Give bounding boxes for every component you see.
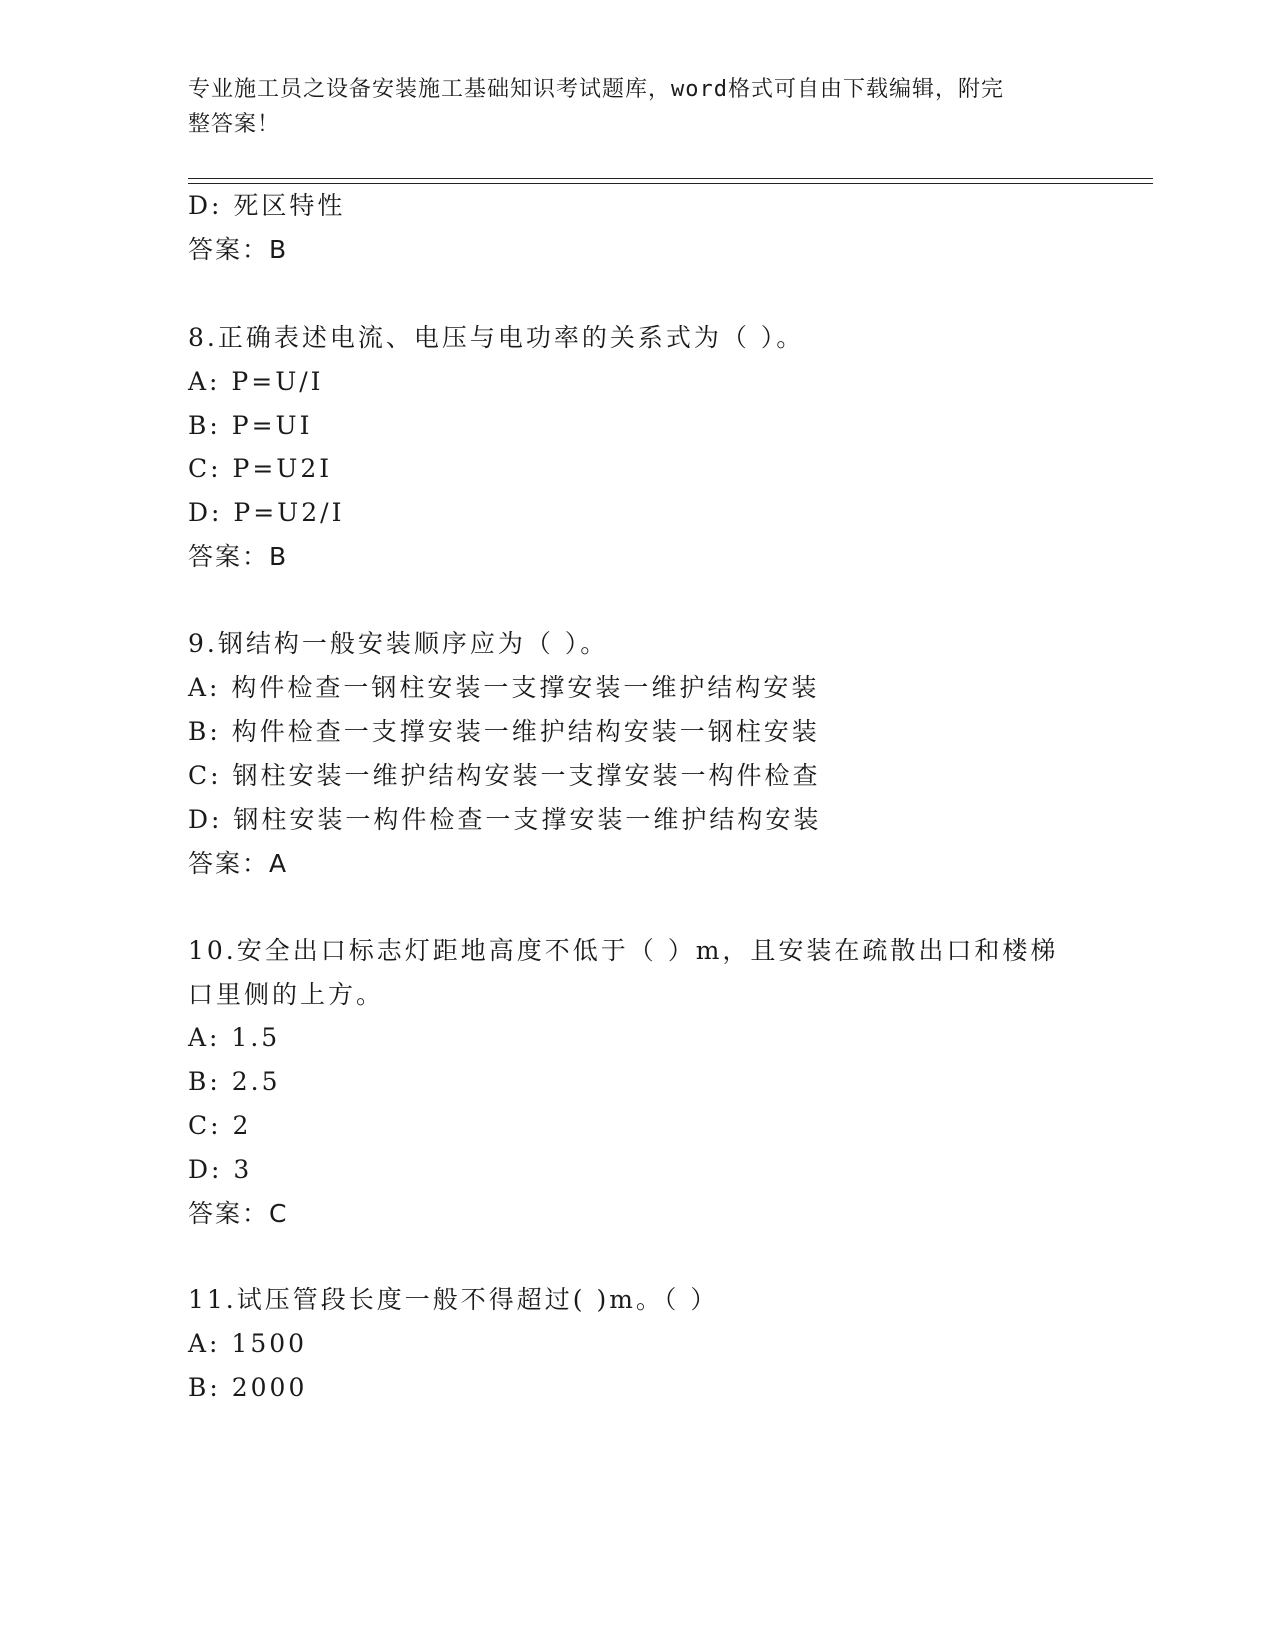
q10-option-c: C: 2: [188, 1111, 252, 1140]
q8-option-d: D: P=U2/I: [188, 498, 345, 527]
q9-option-a: A: 构件检查一钢柱安装一支撑安装一维护结构安装: [188, 673, 820, 702]
q8-answer: 答案：B: [188, 542, 289, 571]
q10-option-b: B: 2.5: [188, 1067, 281, 1096]
question-10-line-2: 口里侧的上方。: [188, 980, 385, 1009]
q9-answer: 答案：A: [188, 849, 289, 878]
document-header: [188, 72, 1068, 142]
q10-option-d: D: 3: [188, 1155, 253, 1184]
question-11: 11.试压管段长度一般不得超过( )m。（ ）: [188, 1285, 719, 1314]
q8-option-c: C: P=U2I: [188, 454, 333, 483]
q10-answer: 答案：C: [188, 1199, 289, 1228]
q9-option-c: C: 钢柱安装一维护结构安装一支撑安装一构件检查: [188, 761, 821, 790]
q11-option-a: A: 1500: [188, 1329, 308, 1358]
header-line-1: 专业施工员之设备安装施工基础知识考试题库，word格式可自由下载编辑，附完: [188, 77, 1004, 102]
question-8: 8.正确表述电流、电压与电功率的关系式为（ ）。: [188, 323, 805, 352]
q11-option-b: B: 2000: [188, 1373, 308, 1402]
header-divider-bottom: [188, 183, 1153, 184]
question-10-line-1: 10.安全出口标志灯距地高度不低于（ ）m，且安装在疏散出口和楼梯: [188, 936, 1059, 965]
q8-option-b: B: P=UI: [188, 411, 313, 440]
option-d-prev: D: 死区特性: [188, 191, 346, 220]
header-line-2: 整答案！: [188, 112, 281, 137]
q9-option-d: D: 钢柱安装一构件检查一支撑安装一维护结构安装: [188, 805, 822, 834]
q10-option-a: A: 1.5: [188, 1023, 281, 1052]
header-divider-top: [188, 178, 1153, 179]
q9-option-b: B: 构件检查一支撑安装一维护结构安装一钢柱安装: [188, 717, 820, 746]
answer-prev: 答案：B: [188, 235, 289, 264]
question-9: 9.钢结构一般安装顺序应为（ ）。: [188, 629, 609, 658]
q8-option-a: A: P=U/I: [188, 367, 324, 396]
